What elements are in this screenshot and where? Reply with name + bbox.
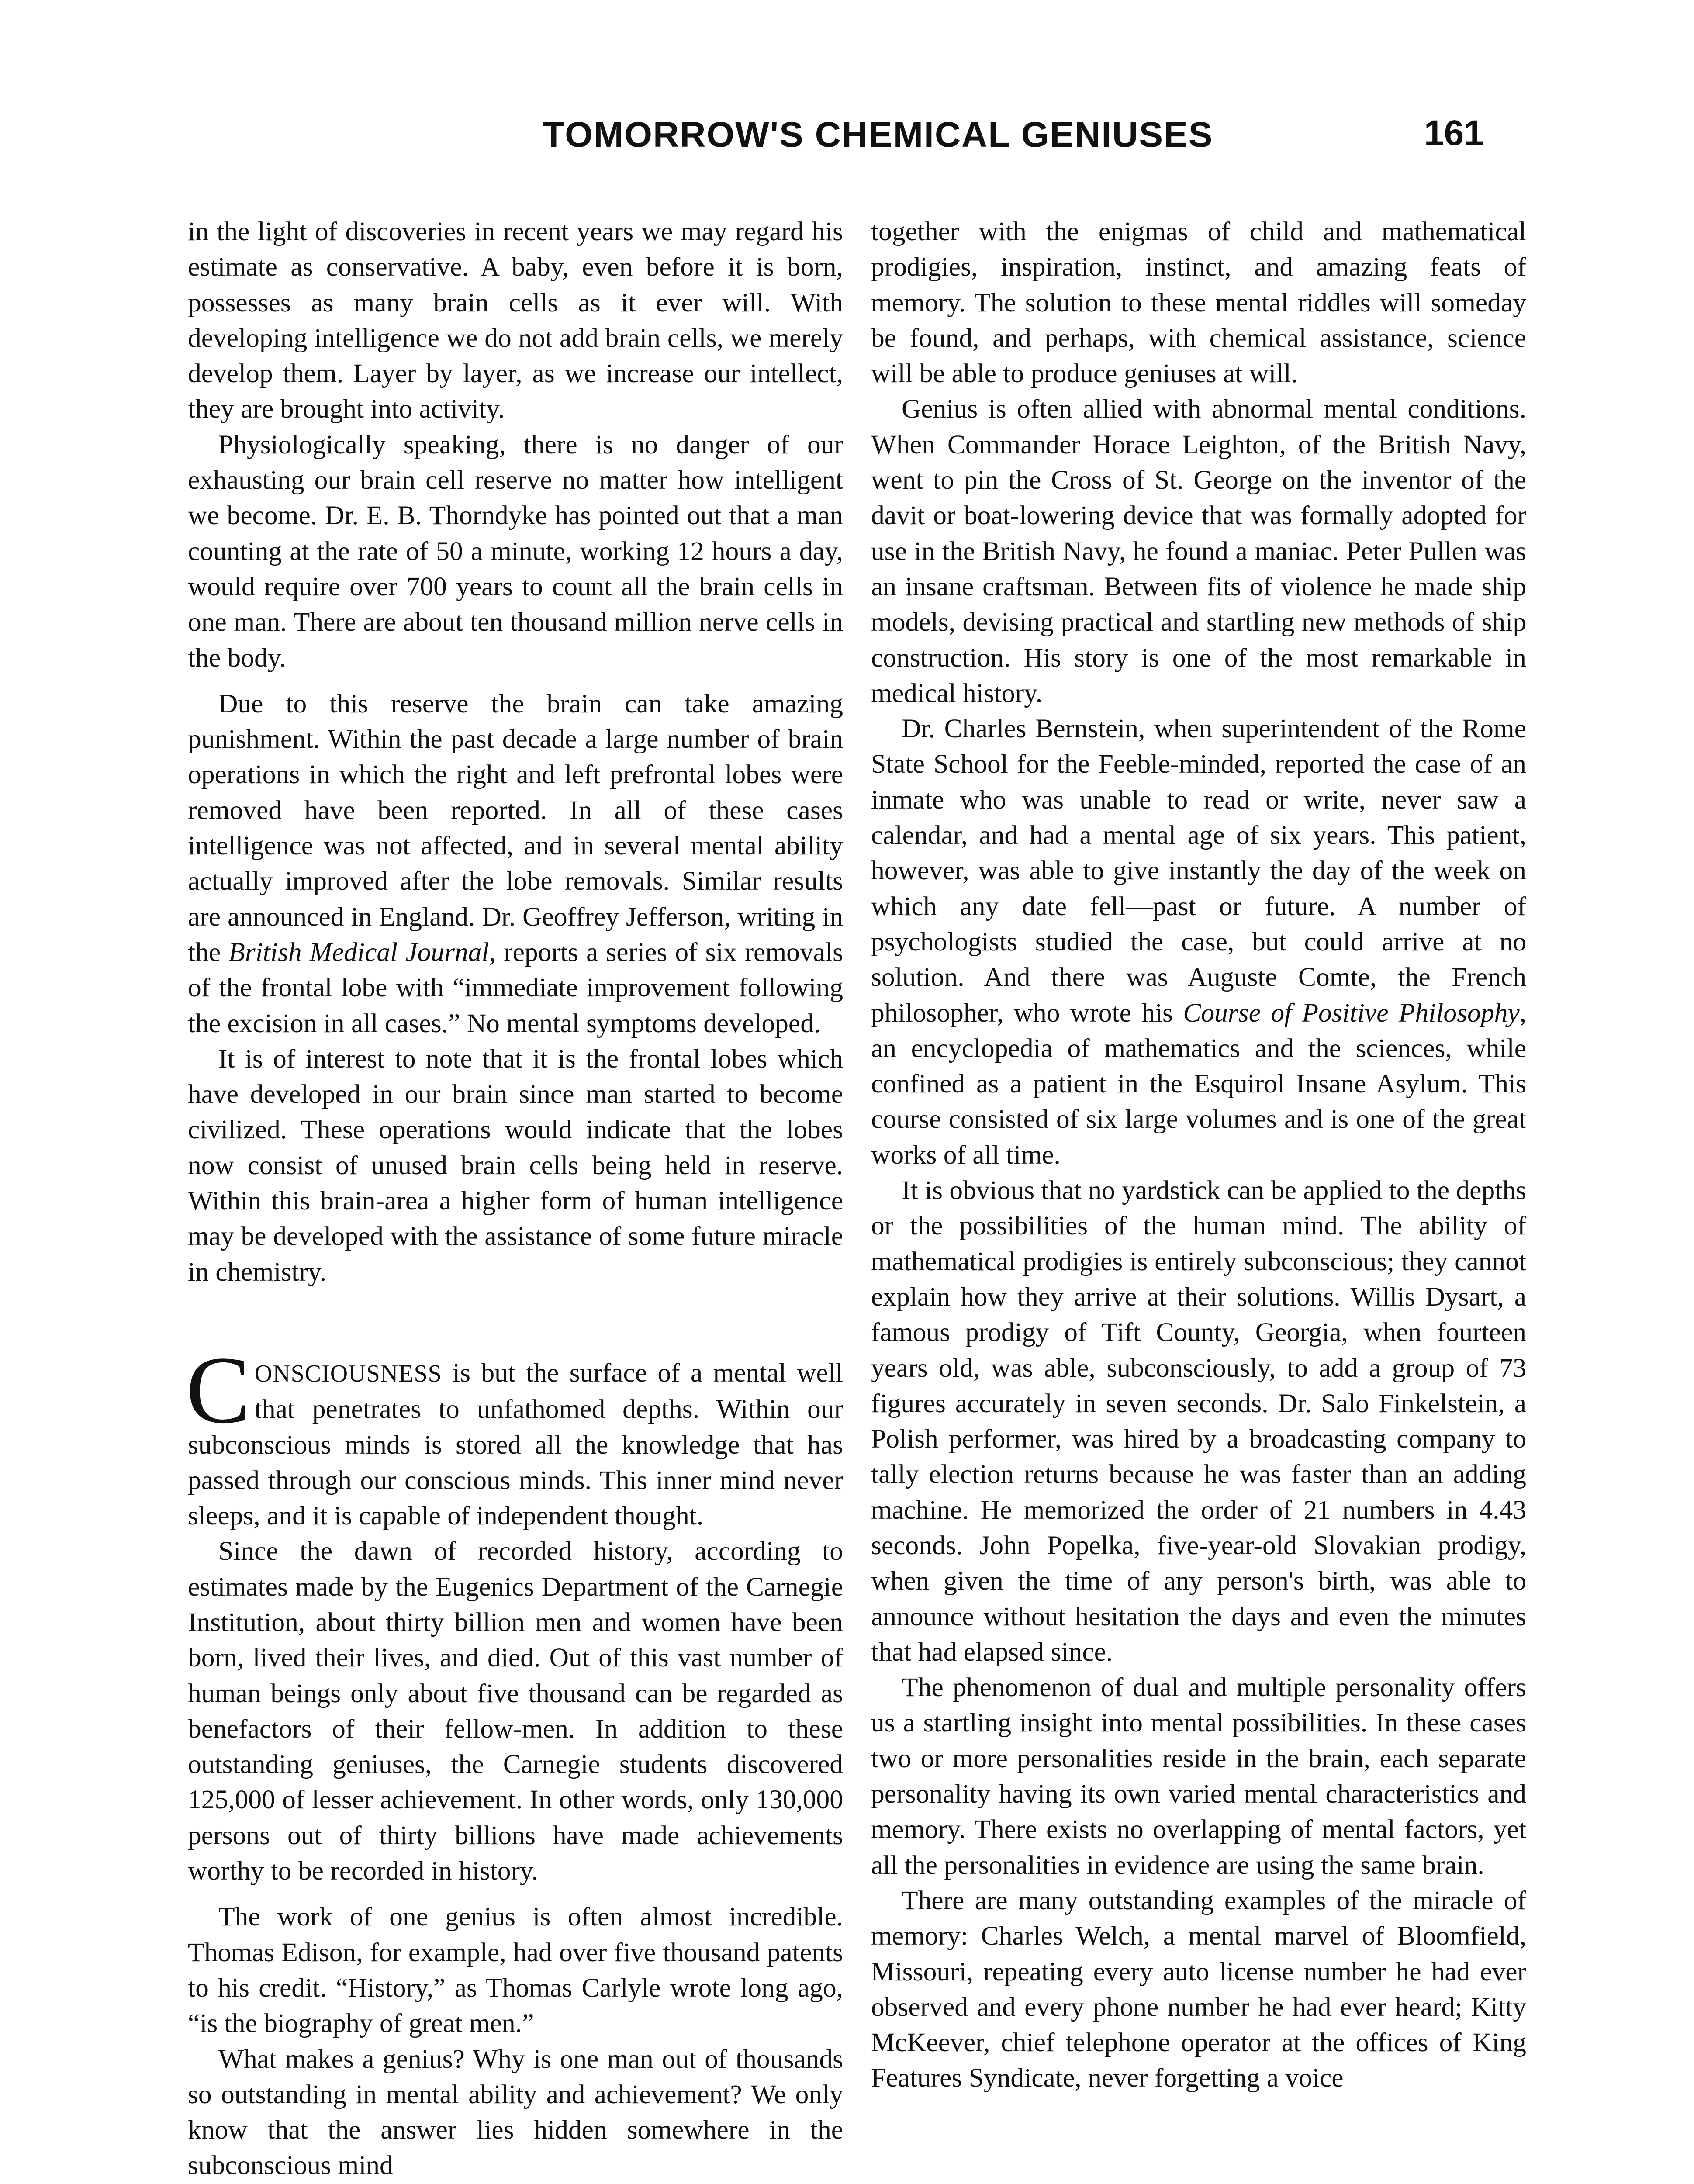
paragraph-text: , an encyclopedia of mathematics and the sciences, while confined as a patient in the Esquirol Insane Asylum. This course consisted of six large volumes and is one of the great works of all time. bbox=[871, 998, 1527, 1170]
paragraph: What makes a genius? Why is one man out of thousands so outstanding in mental ability and achievement? We only know that the answer lies hidden somewhere in the subconscious mind bbox=[188, 2044, 843, 2181]
paragraph: There are many outstanding examples of the miracle of memory: Charles Welch, a mental marvel of Bloomfield, Missouri, repeating every auto license number he had ever observed and every phone number he had ever heard; Kitty McKeever, chief telephone operator at the offices of King Features Syndicate, never forgetting a voice bbox=[871, 1885, 1526, 2093]
paragraph: The phenomenon of dual and multiple personality offers us a startling insight into mental possibilities. In these cases two or more personalities reside in the brain, each separate personality having its own varied mental characteristics and memory. There exists no overlapping of mental factors, yet all the personalities in evidence are using the same brain. bbox=[871, 1673, 1526, 1880]
paragraph: Physiologically speaking, there is no danger of our exhausting our brain cell reserve no matter how intelligent we become. Dr. E. B. Thorndyke has pointed out that a man counting at the rate of 50 a minute, working 12 hours a day, would require over 700 years to count all the brain cells in one man. There are about ten thousand million nerve cells in the body. bbox=[188, 429, 843, 673]
paragraph: The work of one genius is often almost incredible. Thomas Edison, for example, had over five thousand patents to his credit. “History,” as Thomas Carlyle wrote long ago, “is the biography of great men.” bbox=[188, 1902, 843, 2039]
page-number: 161 bbox=[1424, 113, 1484, 153]
paragraph-text: Dr. Charles Bernstein, when superintendent of the Rome State School for the Feeble-minded, reported the case of an inmate who was unable to read or write, never saw a calendar, and had a mental age of six years. This patient, however, was able to give instantly the day of the week on which any date fell—past or future. A number of psychologists studied the case, but could arrive at no solution. And there was Auguste Comte, the French philosopher, who wrote his bbox=[871, 714, 1526, 1028]
book-title: Course of Positive Philosophy bbox=[1183, 998, 1520, 1028]
paragraph: Since the dawn of recorded history, according to estimates made by the Eugenics Department of the Carnegie Institution, about thirty billion men and women have been born, lived their lives, and died. Out of this vast number of human beings only about five thousand can be regarded as benefactors of their fellow-men. In addition to these outstanding geniuses, the Carnegie students discovered 125,000 of lesser achievement. In other words, only 130,000 persons out of thirty billions have made achievements worthy to be recorded in history. bbox=[188, 1536, 843, 1886]
section-opening-paragraph bbox=[186, 1336, 843, 1534]
lead-word: ONSCIOUSNESS bbox=[254, 1360, 442, 1387]
paragraph bbox=[871, 711, 1526, 1173]
paragraph-text: Due to this reserve the brain can take amazing punishment. Within the past decade a large number of brain operations in which the right and left prefrontal lobes were removed have been reported. In all of these cases intelligence was not affected, and in several mental ability actually improved after the lobe removals. Similar results are announced in England. Dr. Geoffrey Jefferson, writing in the bbox=[188, 688, 843, 967]
paragraph bbox=[188, 686, 843, 1041]
paragraph: Genius is often allied with abnormal mental conditions. When Commander Horace Leighton, of the British Navy, went to pin the Cross of St. George on the inventor of the davit or boat-lowering device that was formally adopted for use in the British Navy, he found a maniac. Peter Pullen was an insane craftsman. Between fits of violence he made ship models, devising practical and startling new methods of ship construction. His story is one of the most remarkable in medical history. bbox=[871, 394, 1526, 708]
paragraph-text: is but the surface of a mental well that penetrates to unfathomed depths. Within our subconscious minds is stored all the knowledge that has passed through our conscious minds. This inner mind never sleeps, and it is capable of independent thought. bbox=[188, 1358, 843, 1531]
paragraph: It is of interest to note that it is the frontal lobes which have developed in our brain since man started to become civilized. These operations would indicate that the lobes now consist of unused brain cells being held in reserve. Within this brain-area a higher form of human intelligence may be developed with the assistance of some future miracle in chemistry. bbox=[188, 1044, 843, 1287]
right-column bbox=[871, 214, 1526, 2096]
journal-title: British Medical Journal bbox=[228, 937, 489, 967]
left-column bbox=[188, 214, 843, 2184]
paragraph-text: , reports a series of six removals of the frontal lobe with “immediate improvement following the excision in all cases.” No mental symptoms developed. bbox=[188, 937, 844, 1038]
paragraph: in the light of discoveries in recent years we may regard his estimate as conservative. A baby, even before it is born, possesses as many brain cells as it ever will. With developing intelligence we do not add brain cells, we merely develop them. Layer by layer, as we increase our intellect, they are brought into activity. bbox=[188, 217, 843, 424]
drop-cap: C bbox=[186, 1336, 250, 1443]
paragraph: together with the enigmas of child and mathematical prodigies, inspiration, instinct, and amazing feats of memory. The solution to these mental riddles will someday be found, and perhaps, with chemical assistance, science will be able to produce geniuses at will. bbox=[871, 217, 1526, 389]
running-title: TOMORROW'S CHEMICAL GENIUSES bbox=[543, 115, 1213, 155]
paragraph: It is obvious that no yardstick can be applied to the depths or the possibilities of the human mind. The ability of mathematical prodigies is entirely subconscious; they cannot explain how they arrive at their solutions. Willis Dysart, a famous prodigy of Tift County, Georgia, when fourteen years old, was able, subconsciously, to add a group of 73 figures accurately in seven seconds. Dr. Salo Finkelstein, a Polish performer, was hired by a broadcasting company to tally election returns because he was faster than an adding machine. He memorized the order of 21 numbers in 4.43 seconds. John Popelka, five-year-old Slovakian prodigy, when given the time of any person's birth, was able to announce without hesitation the days and even the minutes that had elapsed since. bbox=[871, 1175, 1526, 1667]
